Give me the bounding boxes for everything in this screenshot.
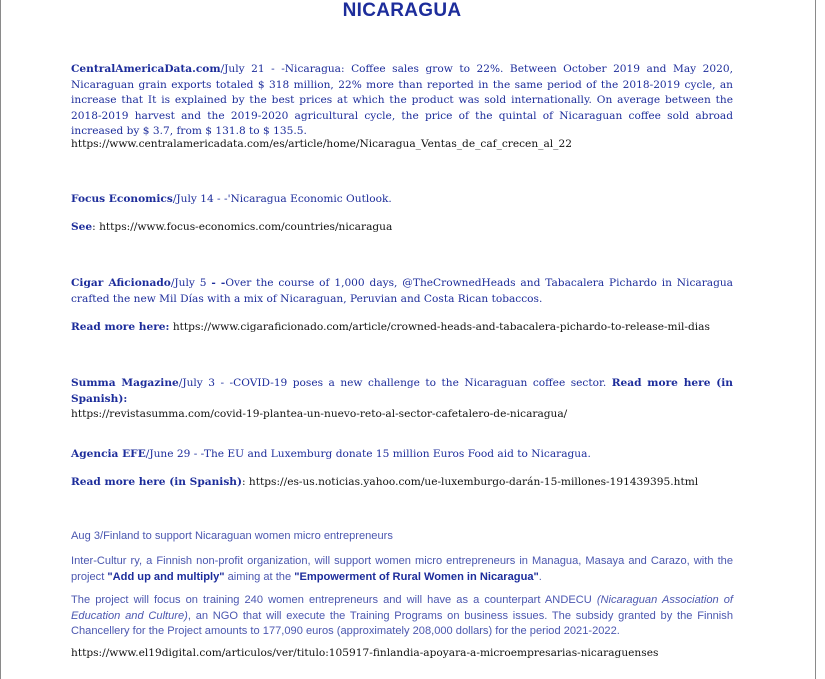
paragraph-text: .	[538, 570, 542, 583]
news-link-line	[71, 475, 733, 491]
news-source[interactable]: CentralAmericaData.com	[71, 63, 221, 75]
news-text: COVID-19 poses a new challenge to the Nicaraguan coffee sector.	[233, 377, 612, 389]
news-link[interactable]: : https://www.focus-economics.com/countries/nicaragua	[92, 221, 393, 233]
news-headline-finland: Aug 3/Finland to support Nicaraguan women micro entrepreneurs	[71, 530, 393, 542]
news-source[interactable]: Focus Economics	[71, 193, 173, 205]
news-paragraph	[71, 593, 733, 640]
news-link[interactable]: : https://es-us.noticias.yahoo.com/ue-luxemburgo-darán-15-millones-191439395.html	[242, 476, 699, 488]
project-aim: "Empowerment of Rural Women in Nicaragua"	[294, 570, 539, 583]
news-link[interactable]: https://revistasumma.com/covid-19-plantea-un-nuevo-reto-al-sector-cafetalero-de-nicaragua/	[71, 408, 568, 420]
news-source[interactable]: Agencia EFE	[71, 448, 146, 460]
paragraph-text: Inter-Cultur ry, a Finnish non-profit organization, will support women micro entrepreneurs in Managua, Masaya and Carazo, with the project	[71, 555, 733, 583]
news-item-focus-economics	[71, 192, 733, 208]
news-item-centralamericadata	[71, 62, 733, 140]
news-link[interactable]: https://www.cigaraficionado.com/article/crowned-heads-and-tabacalera-pichardo-to-release-mil-dias	[169, 321, 710, 333]
paragraph-text: The project will focus on training 240 women entrepreneurs and will have as a counterpart ANDECU	[71, 594, 597, 606]
news-date: /July 14 - -	[172, 193, 228, 205]
page-border-left	[0, 0, 1, 679]
news-text: 'Nicaragua Economic Outlook.	[227, 193, 392, 205]
see-label: See	[71, 221, 93, 233]
paragraph-text: aiming at the	[224, 570, 295, 583]
news-text: Nicaragua: Coffee sales grow to 22%. Between October 2019 and May 2020, Nicaraguan grain exports totaled $ 318 million, 22% more than reported in the same period of the 2018-2019 cycle, an increase that It is explained by the best prices at which the product was sold internationally. On average between the 2018-2019 harvest and the 2019-2020 agricultural cycle, the price of the quintal of Nicaraguan coffee sold abroad increased by $ 3.7, from $ 131.8 to $ 135.5.	[71, 63, 733, 137]
news-item-agencia-efe	[71, 447, 733, 463]
read-more-label: Read more here:	[71, 321, 170, 333]
paragraph-text: , an NGO that will execute the Training Programs on business issues. The subsidy granted by the Finnish Chancellery for the Project amounts to 177,090 euros (approximately 208,000 dollars) for the period 2021-2022.	[71, 609, 733, 638]
news-link-line	[71, 320, 733, 336]
news-item-summa-magazine	[71, 376, 733, 423]
news-item-cigar-aficionado	[71, 276, 733, 307]
news-text: Over the course of 1,000 days, @TheCrownedHeads and Tabacalera Pichardo in Nicaragua crafted the new Mil Días with a mix of Nicaraguan, Peruvian and Costa Rican tobaccos.	[71, 277, 733, 305]
news-date: /July 21 - -	[220, 63, 285, 75]
news-paragraph	[71, 554, 733, 585]
page-title: NICARAGUA	[342, 0, 462, 21]
news-link[interactable]: https://www.centralamericadata.com/es/article/home/Nicaragua_Ventas_de_caf_crecen_al_22	[71, 138, 572, 150]
news-date: /June 29 - -	[145, 448, 204, 460]
news-text: The EU and Luxemburg donate 15 million Euros Food aid to Nicaragua.	[203, 448, 591, 460]
organization-name: (Nicaraguan Association of Education and Culture)	[71, 594, 733, 622]
page-border-right	[815, 0, 816, 679]
project-name: "Add up and multiply"	[107, 570, 225, 583]
read-more-label: Read more here (in Spanish)	[71, 476, 242, 488]
news-source[interactable]: Cigar Aficionado	[71, 277, 171, 289]
news-date: /July 3 - -	[178, 377, 234, 389]
news-link[interactable]: https://www.el19digital.com/articulos/ver/titulo:105917-finlandia-apoyara-a-microempresarias-nicaraguenses	[71, 647, 659, 659]
news-date: /July 5	[170, 277, 212, 289]
news-link-line	[71, 220, 733, 236]
read-more-label: Read more here (in Spanish):	[71, 377, 733, 405]
news-dashes: - -	[211, 277, 226, 289]
news-source[interactable]: Summa Magazine	[71, 377, 179, 389]
